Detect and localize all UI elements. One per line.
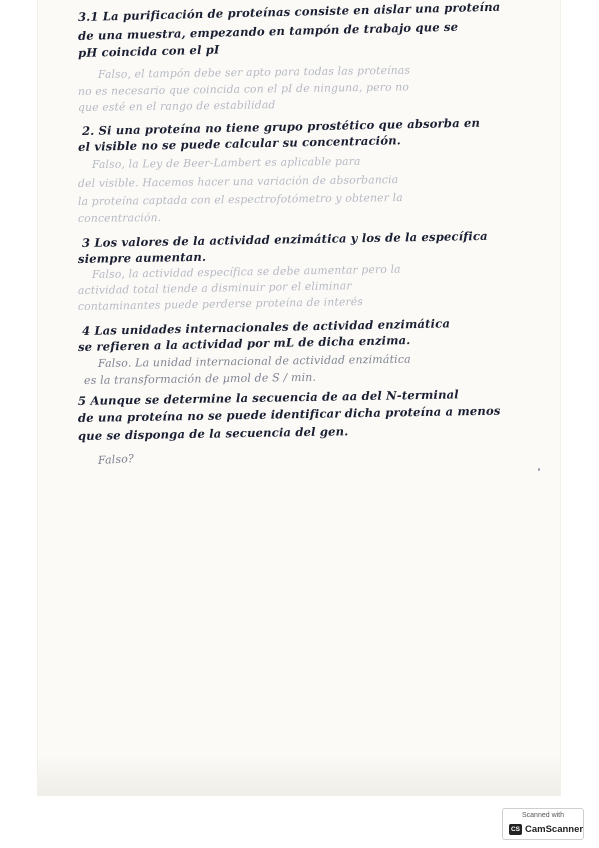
answer-4-line-2: es la transformación de µmol de S / min. <box>83 370 317 387</box>
answer-1-line-2: no es necesario que coincida con el pI de ninguna, pero no <box>77 80 410 98</box>
answer-2-line-1: Falso, la Ley de Beer-Lambert es aplicable para <box>91 154 361 171</box>
question-4-line-1: 4 Las unidades internacionales de actividad enzimática <box>81 316 451 338</box>
answer-2-line-4: concentración. <box>77 210 162 225</box>
answer-3-line-2: actividad total tiende a disminuir por el eliminar <box>77 279 352 297</box>
question-1-line-1: 3.1 La purificación de proteínas consiste en aislar una proteína <box>77 0 501 24</box>
answer-1-line-1: Falso, el tampón debe ser apto para todas las proteínas <box>97 63 411 81</box>
question-3-line-1: 3 Los valores de la actividad enzimática y los de la específica <box>81 228 488 250</box>
scanned-with-label: Scanned with <box>521 812 565 819</box>
answer-1-line-3: que esté en el rango de estabilidad <box>77 98 276 114</box>
question-5-line-1: 5 Aunque se determine la secuencia de aa del N-terminal <box>77 387 459 408</box>
answer-5-line-1: Falso? <box>97 452 135 467</box>
camscanner-watermark <box>502 808 584 840</box>
question-2-line-2: el visible no se puede calcular su concentración. <box>77 133 402 154</box>
answer-3-line-3: contaminantes puede perderse proteína de interés <box>77 295 364 313</box>
question-1-line-3: pH coincida con el pI <box>77 42 220 60</box>
ink-speck <box>538 468 540 471</box>
question-5-line-2: de una proteína no se puede identificar dicha proteína a menos <box>77 403 501 425</box>
answer-2-line-2: del visible. Hacemos hacer una variación de absorbancia <box>77 173 399 190</box>
scanned-paper <box>38 0 560 795</box>
camscanner-logo-icon: CS <box>510 826 521 833</box>
answer-2-line-3: la proteína captada con el espectrofotómetro y obtener la <box>77 191 403 208</box>
answer-4-line-1: Falso. La unidad internacional de actividad enzimática <box>97 352 411 370</box>
question-5-line-3: que se disponga de la secuencia del gen. <box>77 424 349 443</box>
question-2-line-1: 2. Si una proteína no tiene grupo prostético que absorba en <box>81 115 481 138</box>
camscanner-name: CamScanner <box>525 824 584 835</box>
question-4-line-2: se refieren a la actividad por mL de dicha enzima. <box>77 333 411 354</box>
question-3-line-2: siempre aumentan. <box>77 249 207 266</box>
question-1-line-2: de una muestra, empezando en tampón de trabajo que se <box>77 19 459 43</box>
answer-3-line-1: Falso, la actividad específica se debe aumentar pero la <box>91 262 401 281</box>
